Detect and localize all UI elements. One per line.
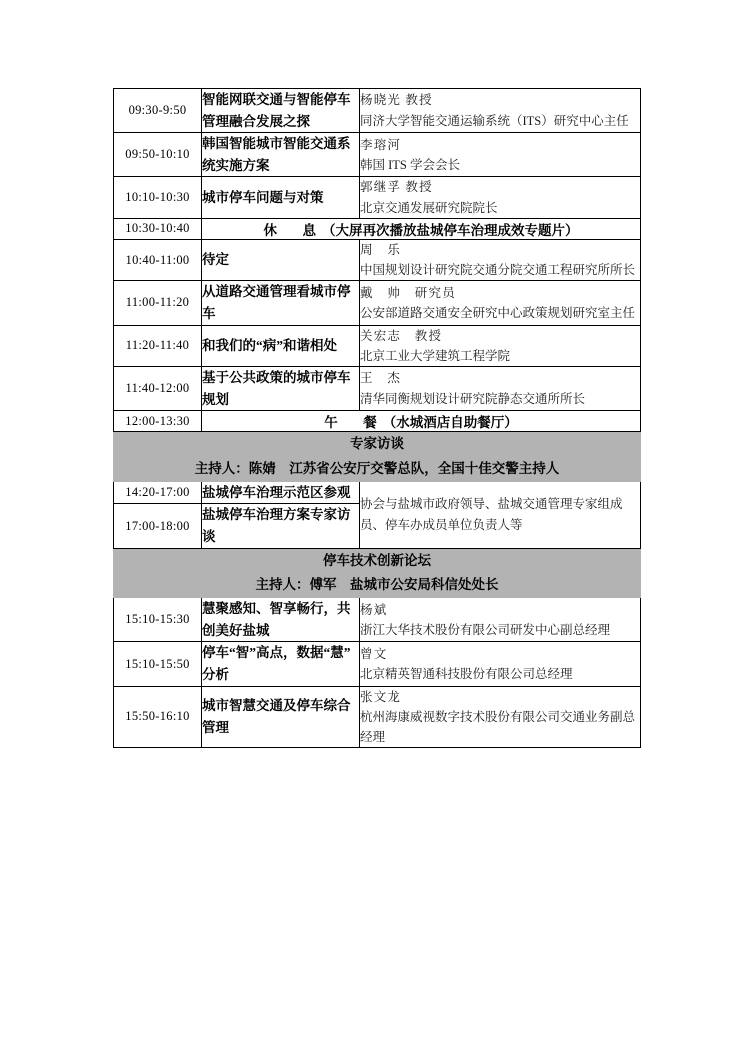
section-host: 主持人：傅军 盐城市公安局科信处处长	[255, 576, 499, 592]
section-title: 停车技术创新论坛	[323, 552, 431, 568]
cell-speaker	[360, 598, 641, 642]
speaker-name: 王 杰	[360, 371, 402, 386]
speaker-affiliation: 杭州海康威视数字技术股份有限公司交通业务副总经理	[360, 709, 636, 745]
cell-topic: 待定	[202, 239, 360, 281]
section-banner-expert-row	[114, 432, 641, 482]
cell-time: 11:20-11:40	[114, 325, 202, 367]
cell-participants: 协会与盐城市政府领导、盐城交通管理专家组成员、停车办成员单位负责人等	[360, 481, 641, 548]
cell-time: 10:10-10:30	[114, 177, 202, 219]
table-row	[114, 686, 641, 748]
table-row	[114, 598, 641, 642]
section-banner-tech-row	[114, 548, 641, 598]
speaker-name: 戴 帅 研究员	[360, 285, 456, 300]
cell-topic: 和我们的“病”和谐相处	[202, 325, 360, 367]
speaker-affiliation: 同济大学智能交通运输系统（ITS）研究中心主任	[360, 113, 629, 128]
cell-time: 10:40-11:00	[114, 239, 202, 281]
cell-time: 17:00-18:00	[114, 504, 202, 548]
cell-topic: 慧聚感知、智享畅行，共创美好盐城	[202, 598, 360, 642]
speaker-affiliation: 浙江大华技术股份有限公司研发中心副总经理	[360, 622, 611, 637]
cell-topic: 停车“智”高点，数据“慧”分析	[202, 642, 360, 686]
cell-topic: 基于公共政策的城市停车规划	[202, 367, 360, 411]
speaker-name: 杨晓光 教授	[360, 93, 433, 108]
speaker-name: 曾文	[360, 646, 388, 661]
table-row	[114, 239, 641, 281]
lunch-note: （水城酒店自助餐厅）	[382, 415, 518, 431]
speaker-affiliation: 清华同衡规划设计研究院静态交通所所长	[360, 391, 586, 406]
lunch-label: 午 餐	[324, 415, 383, 431]
cell-time: 11:40-12:00	[114, 367, 202, 411]
cell-topic: 从道路交通管理看城市停车	[202, 281, 360, 325]
table-row	[114, 281, 641, 325]
cell-time: 14:20-17:00	[114, 481, 202, 504]
section-title: 专家访谈	[350, 436, 404, 452]
cell-time: 09:30-9:50	[114, 89, 202, 133]
cell-speaker	[360, 89, 641, 133]
table-row	[114, 89, 641, 133]
speaker-affiliation: 中国规划设计研究院交通分院交通工程研究所所长	[360, 263, 636, 278]
cell-topic: 智能网联交通与智能停车管理融合发展之探	[202, 89, 360, 133]
section-host: 主持人：陈婧 江苏省公安厅交警总队，全国十佳交警主持人	[194, 460, 560, 476]
speaker-name: 关宏志 教授	[360, 328, 443, 343]
speaker-name: 杨斌	[360, 602, 388, 617]
table-row	[114, 325, 641, 367]
cell-time: 15:10-15:50	[114, 642, 202, 686]
speaker-name: 郭继孚 教授	[360, 180, 433, 195]
cell-time: 15:50-16:10	[114, 686, 202, 748]
speaker-affiliation: 北京交通发展研究院院长	[360, 200, 498, 215]
cell-topic: 盐城停车治理方案专家访谈	[202, 504, 360, 548]
cell-topic: 盐城停车治理示范区参观	[202, 481, 360, 504]
speaker-affiliation: 韩国 ITS 学会会长	[360, 157, 461, 172]
section-banner-expert	[114, 432, 641, 482]
speaker-affiliation: 北京精英智通科技股份有限公司总经理	[360, 667, 573, 681]
conference-agenda-table	[113, 88, 641, 748]
cell-speaker	[360, 686, 641, 748]
speaker-name: 李瑢河	[360, 137, 402, 152]
table-row-lunch	[114, 411, 641, 432]
speaker-name: 张文龙	[360, 689, 402, 704]
speaker-name: 周 乐	[360, 242, 402, 257]
cell-time: 15:10-15:30	[114, 598, 202, 642]
speaker-affiliation: 北京工业大学建筑工程学院	[360, 348, 511, 363]
cell-topic: 城市智慧交通及停车综合管理	[202, 686, 360, 748]
table-row	[114, 177, 641, 219]
cell-speaker	[360, 177, 641, 219]
break-note: （大屏再次播放盐城停车治理成效专题片）	[322, 222, 579, 238]
cell-topic: 城市停车问题与对策	[202, 177, 360, 219]
cell-break-label	[202, 218, 641, 239]
cell-speaker	[360, 325, 641, 367]
cell-time: 12:00-13:30	[114, 411, 202, 432]
break-label: 休 息	[263, 222, 322, 238]
cell-speaker	[360, 642, 641, 686]
section-banner-tech	[114, 548, 641, 598]
cell-time: 10:30-10:40	[114, 218, 202, 239]
speaker-affiliation: 公安部道路交通安全研究中心政策规划研究室主任	[360, 305, 636, 320]
cell-topic: 韩国智能城市智能交通系统实施方案	[202, 133, 360, 177]
cell-time: 11:00-11:20	[114, 281, 202, 325]
cell-lunch-label	[202, 411, 641, 432]
table-row-break	[114, 218, 641, 239]
table-row	[114, 642, 641, 686]
table-row	[114, 481, 641, 504]
table-row	[114, 133, 641, 177]
cell-speaker	[360, 281, 641, 325]
table-row	[114, 367, 641, 411]
cell-speaker	[360, 367, 641, 411]
cell-speaker	[360, 239, 641, 281]
cell-time: 09:50-10:10	[114, 133, 202, 177]
cell-speaker	[360, 133, 641, 177]
